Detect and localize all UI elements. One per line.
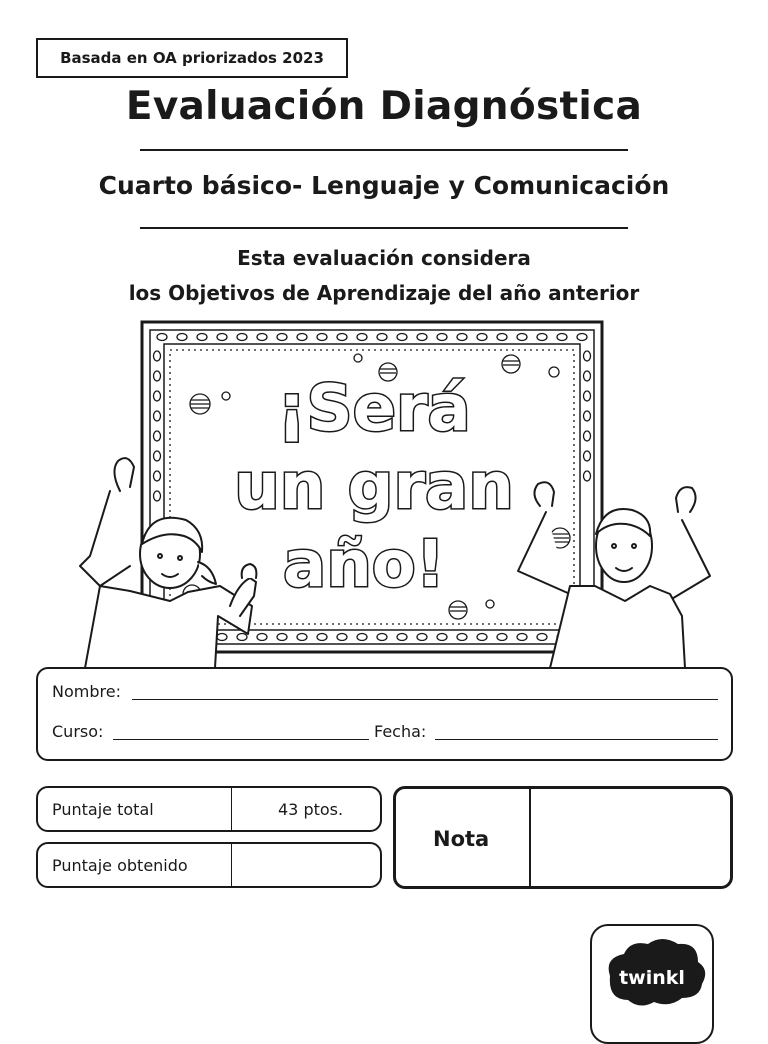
subtitle-divider [140, 227, 628, 229]
course-label: Curso: [52, 722, 104, 741]
celebration-illustration [70, 316, 740, 668]
title-divider [140, 149, 628, 151]
banner-line-1: ¡Será [277, 372, 471, 446]
grade-label: Nota [433, 827, 490, 851]
student-info-card [36, 667, 733, 761]
description-line-1: Esta evaluación considera [237, 246, 531, 270]
oa-badge [36, 38, 348, 78]
total-score-label: Puntaje total [52, 799, 154, 819]
grade-box [393, 786, 733, 889]
total-score-box [36, 786, 382, 832]
banner-line-2: un gran [234, 450, 514, 524]
logo-text: twinkl [619, 967, 685, 989]
obtained-score-label: Puntaje obtenido [52, 855, 188, 875]
brand-badge [590, 924, 714, 1044]
twinkl-logo-icon [592, 926, 712, 1026]
obtained-score-box [36, 842, 382, 888]
total-score-value: 43 ptos. [278, 799, 344, 819]
oa-badge-text: Basada en OA priorizados 2023 [60, 49, 324, 67]
page-title: Evaluación Diagnóstica [125, 84, 643, 129]
date-field[interactable] [435, 739, 718, 740]
date-label: Fecha: [374, 722, 427, 741]
name-label: Nombre: [52, 682, 121, 701]
course-field[interactable] [113, 739, 369, 740]
name-field[interactable] [132, 699, 718, 700]
page-subtitle: Cuarto básico- Lenguaje y Comunicación [98, 171, 670, 200]
banner-line-3: año! [283, 528, 445, 602]
description-line-2: los Objetivos de Aprendizaje del año anterior [128, 281, 640, 305]
